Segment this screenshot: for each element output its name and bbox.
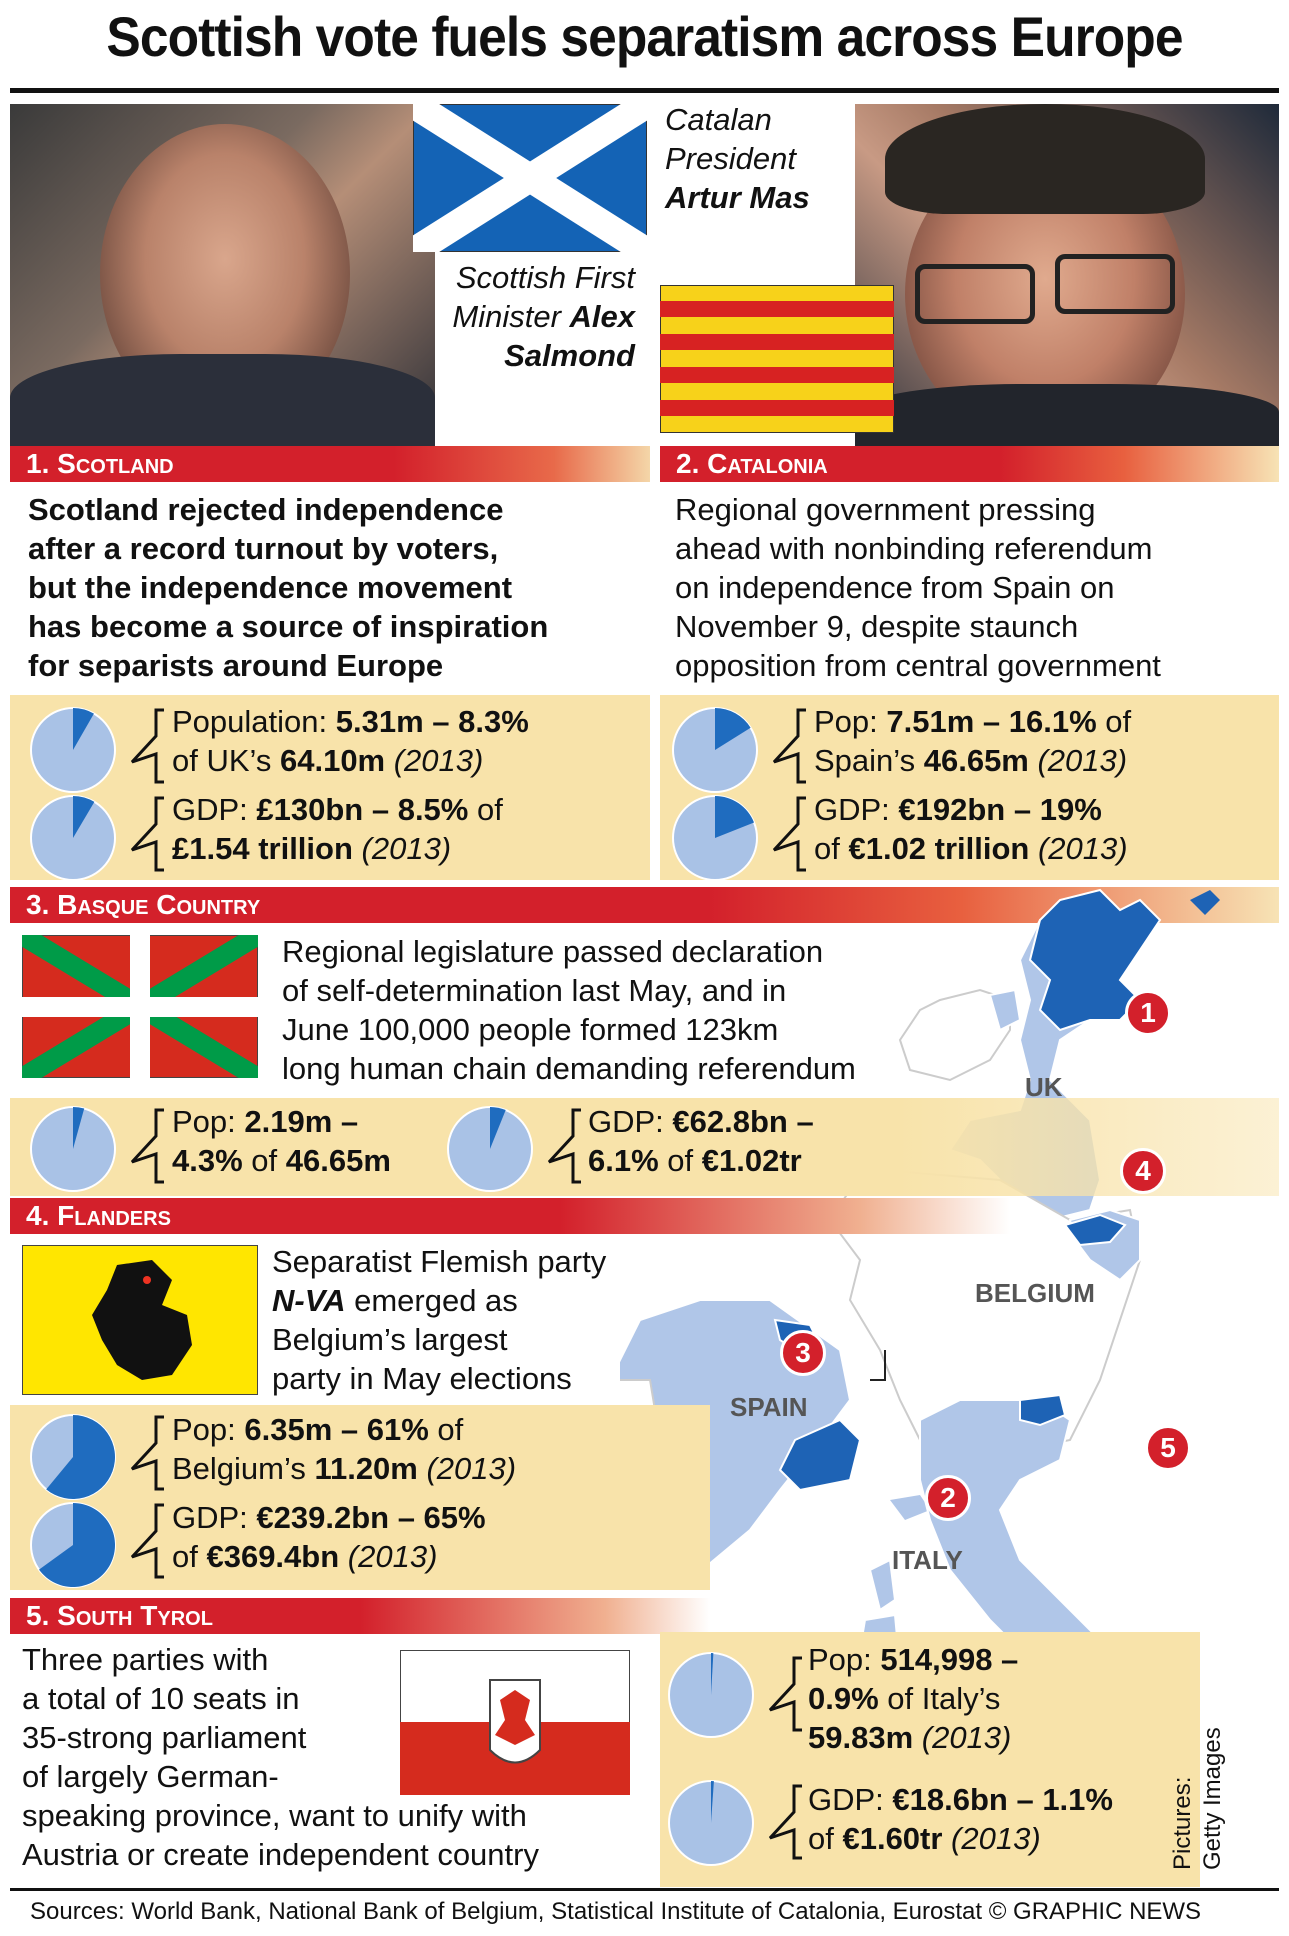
flanders-pop-pie [28,1412,118,1502]
tyrol-gdp-pie [666,1778,756,1868]
catalonia-gdp-stat [814,790,1128,868]
section-scotland-title: Scotland [57,448,174,479]
basque-pop-pie [28,1104,118,1194]
tyrol-line: Three parties with [22,1642,269,1677]
bracket [545,1108,585,1184]
stat-text: Spain’s [814,743,924,778]
footer-rule [10,1888,1279,1891]
stat-year: (2013) [417,1451,517,1486]
catalonia-pop-pie [670,705,760,795]
map-label-italy: ITALY [892,1545,963,1575]
flanders-line: party in May elections [272,1361,572,1396]
flanders-pop-stat [172,1410,516,1488]
credit-line2: Getty Images [1199,1727,1226,1870]
stat-value: €62.8bn – [672,1104,814,1139]
map-marker-4: 4 [1120,1148,1166,1194]
stat-label: Population: [172,704,336,739]
stat-text: of [242,1143,286,1178]
photo-salmond [10,104,435,448]
bracket [770,796,810,872]
caption-salmond-line1: Scottish First [455,260,635,295]
catalonia-line: on independence from Spain on [675,570,1115,605]
catalonia-line: opposition from central government [675,648,1161,683]
stat-label: GDP: [172,1500,257,1535]
flanders-gdp-stat [172,1498,486,1576]
map-label-belgium: BELGIUM [975,1278,1095,1308]
stat-value: 46.65m [285,1143,391,1178]
bracket [770,708,810,784]
stat-value: 2.19m – [244,1104,359,1139]
stat-label: GDP: [808,1782,893,1817]
scotland-flag [413,104,647,252]
stat-value: €239.2bn – 65% [256,1500,486,1535]
stat-value: 59.83m [808,1720,914,1755]
catalonia-gdp-pie [670,793,760,883]
scotland-line: has become a source of inspiration [28,609,549,644]
flanders-line: Separatist Flemish party [272,1244,607,1279]
stat-year: (2013) [1029,831,1128,866]
caption-salmond-line2: Minister [452,299,570,334]
bracket [766,1784,806,1860]
scotland-pop-stat [172,702,529,780]
tyrol-line: speaking province, want to unify with [22,1798,527,1833]
stat-value: €369.4bn [206,1539,340,1574]
stat-value: 6.35m – 61% [244,1412,429,1447]
stat-text: of [428,1412,464,1447]
stat-text: of [172,1539,207,1574]
section-scotland-num: 1. [26,448,58,479]
scotland-description [28,490,548,685]
stat-value: 6.1% [588,1143,659,1178]
stat-value: €1.02tr [701,1143,802,1178]
flanders-gdp-pie [28,1500,118,1590]
stat-value: 46.65m [923,743,1029,778]
catalonia-line: November 9, despite staunch [675,609,1079,644]
stat-year: (2013) [352,831,452,866]
bracket [128,1503,168,1579]
section-tyrol-title: South Tyrol [57,1600,213,1631]
south-tyrol-flag [400,1650,630,1795]
tyrol-line: a total of 10 seats in [22,1681,300,1716]
stat-text: of [814,831,849,866]
stat-year: (2013) [913,1720,1012,1755]
caption-mas-line1: Catalan [665,102,772,137]
tyrol-gdp-stat [808,1780,1113,1858]
page-title: Scottish vote fuels separatism across Europe [106,5,1183,68]
basque-gdp-stat [588,1102,814,1180]
stat-year: (2013) [942,1821,1041,1856]
stat-label: Pop: [172,1412,245,1447]
stat-label: GDP: [814,792,899,827]
photo-mas [855,104,1279,448]
scotland-line: Scotland rejected independence [28,492,504,527]
basque-description [282,932,856,1088]
scotland-line: but the independence movement [28,570,513,605]
stat-label: GDP: [588,1104,673,1139]
basque-line: June 100,000 people formed 123km [282,1012,779,1047]
catalonia-line: ahead with nonbinding referendum [675,531,1153,566]
bracket [128,1415,168,1491]
caption-mas-name: Artur Mas [665,180,810,215]
caption-salmond-name1: Alex [569,299,635,334]
scotland-gdp-pie [28,793,118,883]
stat-label: Pop: [808,1642,881,1677]
section-basque-num: 3. [26,889,58,920]
stat-label: GDP: [172,792,257,827]
stat-year: (2013) [1028,743,1128,778]
credit-line1: Pictures: [1169,1776,1196,1870]
stat-value: £130bn – 8.5% [256,792,469,827]
stat-text: of [808,1821,843,1856]
stat-value: 64.10m [279,743,386,778]
scotland-line: after a record turnout by voters, [28,531,499,566]
flanders-description [272,1242,606,1398]
stat-value: 0.9% [808,1681,879,1716]
scotland-line: for separists around Europe [28,648,444,683]
map-label-spain: SPAIN [730,1392,808,1422]
basque-pop-stat [172,1102,391,1180]
stat-label: Pop: [172,1104,245,1139]
catalonia-flag [660,285,894,433]
map-shetland [1190,890,1220,915]
stat-value: €18.6bn – 1.1% [892,1782,1113,1817]
stat-value: €1.60tr [842,1821,943,1856]
tyrol-pop-stat [808,1640,1018,1757]
catalonia-line: Regional government pressing [675,492,1096,527]
photo-credit [1168,1570,1228,1870]
stat-value: €1.02 trillion [848,831,1030,866]
flanders-line: Belgium’s largest [272,1322,508,1357]
tyrol-line: of largely German- [22,1759,279,1794]
basque-line: of self-determination last May, and in [282,973,787,1008]
section-scotland-header [10,446,650,482]
scotland-pop-pie [28,705,118,795]
section-catalonia-title: Catalonia [707,448,828,479]
section-tyrol-num: 5. [26,1600,58,1631]
map-label-uk: UK [1025,1072,1063,1102]
section-flanders-title: Flanders [57,1200,171,1231]
bracket [128,1108,168,1184]
section-catalonia-header [660,446,1279,482]
map-marker-3: 3 [780,1330,826,1376]
stat-text: of [468,792,503,827]
stat-text: of [658,1143,702,1178]
tyrol-pop-pie [666,1650,756,1740]
map-marker-2: 2 [925,1475,971,1521]
flanders-party: N-VA [272,1283,346,1318]
bracket [128,708,168,784]
basque-line: long human chain demanding referendum [282,1051,856,1086]
section-flanders-num: 4. [26,1200,58,1231]
tyrol-line: Austria or create independent country [22,1837,539,1872]
sources: Sources: World Bank, National Bank of Belgium, Statistical Institute of Catalonia, Eurostat © GRAPHIC NEWS [30,1898,1202,1925]
bracket [766,1656,806,1732]
scotland-gdp-stat [172,790,503,868]
section-flanders-header [10,1198,1010,1234]
stat-value: 514,998 – [880,1642,1019,1677]
basque-line: Regional legislature passed declaration [282,934,824,969]
map-marker-5: 5 [1145,1425,1191,1471]
basque-gdp-pie [445,1104,535,1194]
tyrol-line: 35-strong parliament [22,1720,307,1755]
basque-flag [22,935,258,1078]
stat-text: Belgium’s [172,1451,315,1486]
stat-text: of UK’s [172,743,280,778]
stat-text: of Italy’s [878,1681,1001,1716]
flanders-line: emerged as [345,1283,518,1318]
stat-value: 5.31m – 8.3% [335,704,529,739]
stat-value: £1.54 trillion [172,831,353,866]
stat-value: 4.3% [172,1143,243,1178]
section-basque-title: Basque Country [57,889,261,920]
title-rule [10,88,1279,93]
caption-mas [665,100,810,217]
catalonia-pop-stat [814,702,1131,780]
stat-value: €192bn – 19% [898,792,1102,827]
caption-mas-line2: President [665,141,796,176]
section-tyrol-header [10,1598,710,1634]
map-marker-1: 1 [1125,990,1171,1036]
stat-value: 11.20m [314,1451,418,1486]
stat-text: of [1096,704,1132,739]
stat-label: Pop: [814,704,887,739]
caption-salmond-name2: Salmond [504,338,635,373]
flanders-flag [22,1245,258,1395]
catalonia-description [675,490,1161,685]
section-catalonia-num: 2. [676,448,708,479]
stat-year: (2013) [385,743,484,778]
stat-year: (2013) [339,1539,438,1574]
bracket [128,796,168,872]
caption-salmond [420,258,635,375]
stat-value: 7.51m – 16.1% [886,704,1097,739]
